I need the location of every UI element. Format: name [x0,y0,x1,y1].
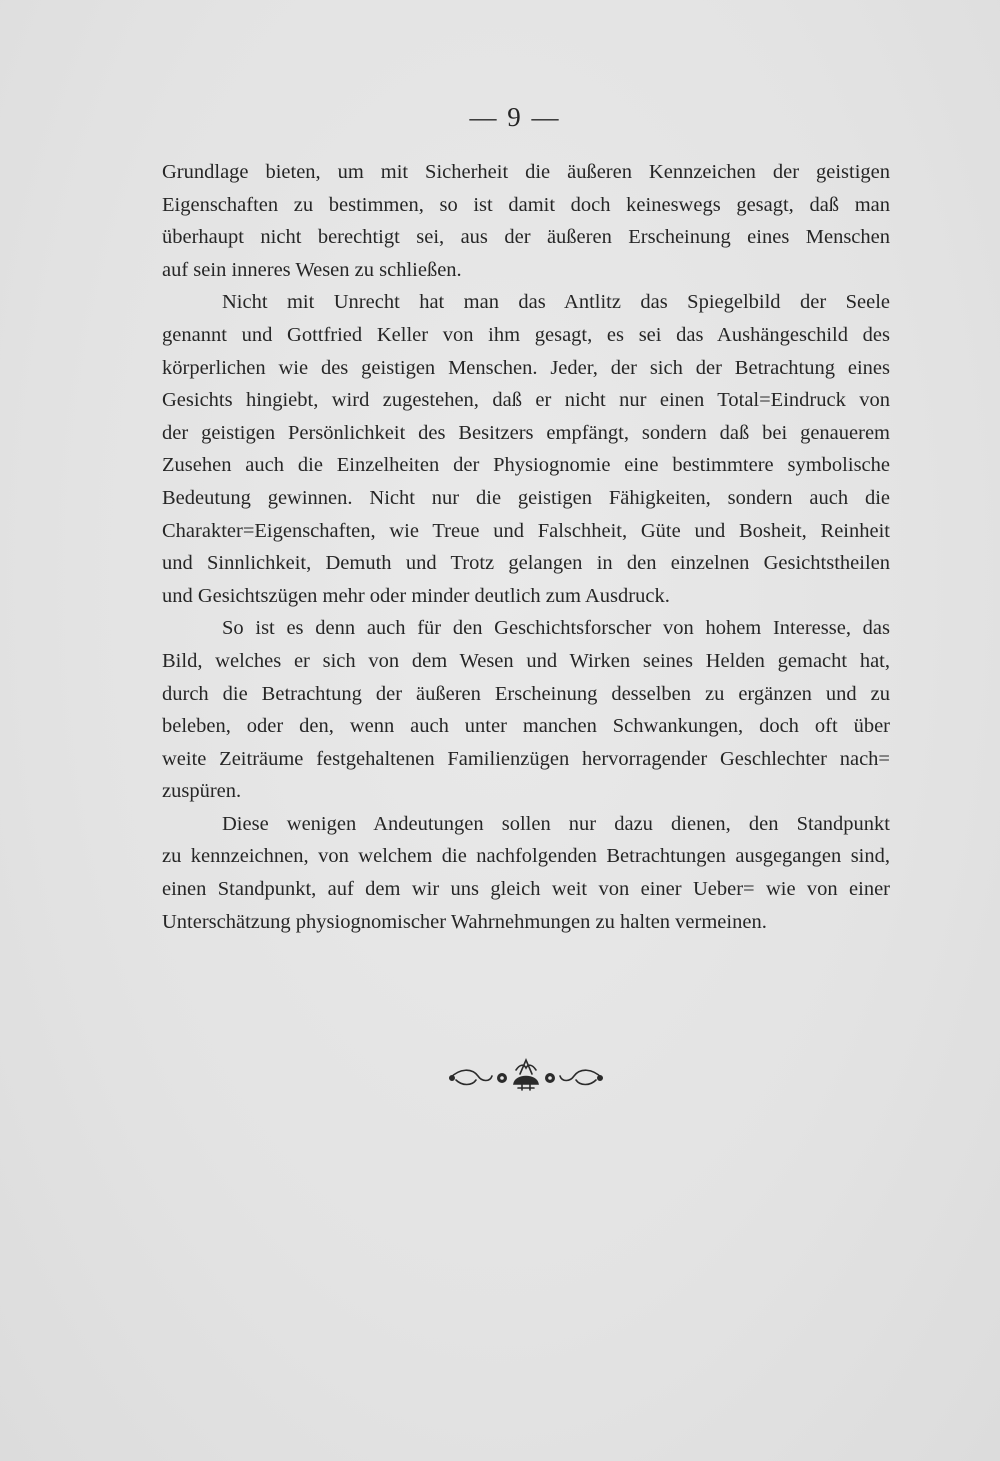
body-text [162,156,890,938]
text-line: der geistigen Persönlichkeit des Besitzers empfängt, sondern daß bei genauerem [162,421,890,444]
text-line: Eigenschaften zu bestimmen, so ist damit doch keineswegs gesagt, daß man [162,193,890,216]
text-line: körperlichen wie des geistigen Menschen. Jeder, der sich der Betrachtung eines [162,356,890,379]
text-line: So ist es denn auch für den Geschichtsforscher von hohem Interesse, das [222,617,890,640]
text-line: einen Standpunkt, auf dem wir uns gleich weit von einer Ueber= wie von einer [162,878,890,901]
text-line: und Gesichtszügen mehr oder minder deutlich zum Ausdruck. [162,584,670,607]
page-number: — 9 — [469,102,561,132]
text-line: Unterschätzung physiognomischer Wahrnehmungen zu halten vermeinen. [162,910,767,933]
text-line: Nicht mit Unrecht hat man das Antlitz das Spiegelbild der Seele [222,291,890,314]
text-line: Bedeutung gewinnen. Nicht nur die geistigen Fähigkeiten, sondern auch die [162,486,890,509]
text-line: weite Zeiträume festgehaltenen Familienzügen hervorragender Geschlechter nach= [162,747,890,770]
floral-vignette-icon [446,1054,606,1094]
text-line: Grundlage bieten, um mit Sicherheit die äußeren Kennzeichen der geistigen [162,161,890,183]
text-line: durch die Betrachtung der äußeren Erscheinung desselben zu ergänzen und zu [162,682,890,705]
text-line: Gesichts hingiebt, wird zugestehen, daß er nicht nur einen Total=Eindruck von [162,389,890,412]
text-line: Bild, welches er sich von dem Wesen und Wirken seines Helden gemacht hat, [162,649,890,672]
text-line: Charakter=Eigenschaften, wie Treue und Falschheit, Güte und Bosheit, Reinheit [162,519,890,542]
text-line: genannt und Gottfried Keller von ihm gesagt, es sei das Aushängeschild des [162,323,890,346]
text-line: auf sein inneres Wesen zu schließen. [162,258,462,281]
text-line: überhaupt nicht berechtigt sei, aus der äußeren Erscheinung eines Menschen [162,226,890,249]
text-line: zu kennzeichnen, von welchem die nachfolgenden Betrachtungen ausgegangen sind, [162,845,890,868]
text-line: beleben, oder den, wenn auch unter manchen Schwankungen, doch oft über [162,715,890,738]
text-line: Zusehen auch die Einzelheiten der Physiognomie eine bestimmtere symbolische [162,454,890,477]
text-line: und Sinnlichkeit, Demuth und Trotz gelangen in den einzelnen Gesichtstheilen [162,552,890,575]
text-line: zuspüren. [162,780,242,803]
text-line: Diese wenigen Andeutungen sollen nur dazu dienen, den Standpunkt [222,812,890,835]
